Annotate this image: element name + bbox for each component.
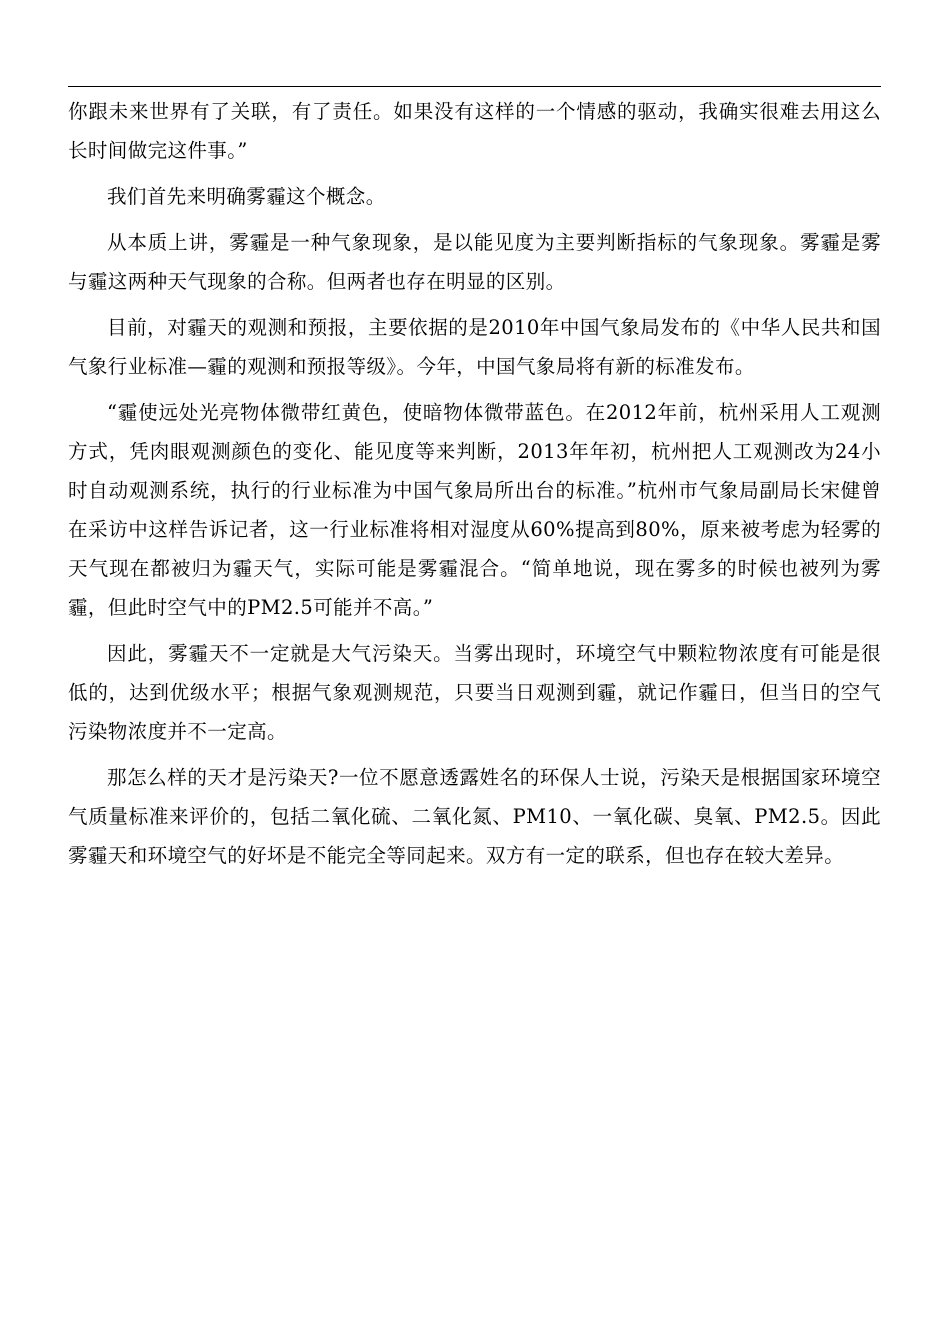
body-text	[68, 92, 881, 875]
paragraph-haze-nature: 从本质上讲，雾霾是一种气象现象，是以能见度为主要判断指标的气象现象。雾霾是雾与霾这两种天气现象的合称。但两者也存在明显的区别。	[68, 231, 881, 293]
paragraph-hangzhou-quote: “霾使远处光亮物体微带红黄色，使暗物体微带蓝色。在2012年前，杭州采用人工观测方式，凭肉眼观测颜色的变化、能见度等来判断，2013年年初，杭州把人工观测改为24小时自动观测系统，执行的行业标准为中国气象局所出台的标准。”杭州市气象局副局长宋健曾在采访中这样告诉记者，这一行业标准将相对湿度从60%提高到80%，原来被考虑为轻雾的天气现在都被归为霾天气，实际可能是雾霾混合。“简单地说，现在雾多的时候也被列为雾霾，但此时空气中的PM2.5可能并不高。”	[68, 401, 881, 619]
paragraph-not-pollution: 因此，雾霾天不一定就是大气污染天。当雾出现时，环境空气中颗粒物浓度有可能是很低的，达到优级水平；根据气象观测规范，只要当日观测到霾，就记作霾日，但当日的空气污染物浓度并不一定高。	[68, 642, 881, 743]
paragraph-haze-concept: 我们首先来明确雾霾这个概念。	[107, 185, 386, 208]
paragraph-pollution-definition: 那怎么样的天才是污染天?一位不愿意透露姓名的环保人士说，污染天是根据国家环境空气质量标准来评价的，包括二氧化硫、二氧化氮、PM10、一氧化碳、臭氧、PM2.5。因此雾霾天和环境空气的好坏是不能完全等同起来。双方有一定的联系，但也存在较大差异。	[68, 766, 881, 867]
paragraph-observation-standard: 目前，对霾天的观测和预报，主要依据的是2010年中国气象局发布的《中华人民共和国气象行业标准—霾的观测和预报等级》。今年，中国气象局将有新的标准发布。	[68, 316, 881, 378]
header-rule	[68, 86, 881, 87]
paragraph-continuation: 你跟未来世界有了关联，有了责任。如果没有这样的一个情感的驱动，我确实很难去用这么长时间做完这件事。”	[68, 100, 881, 162]
